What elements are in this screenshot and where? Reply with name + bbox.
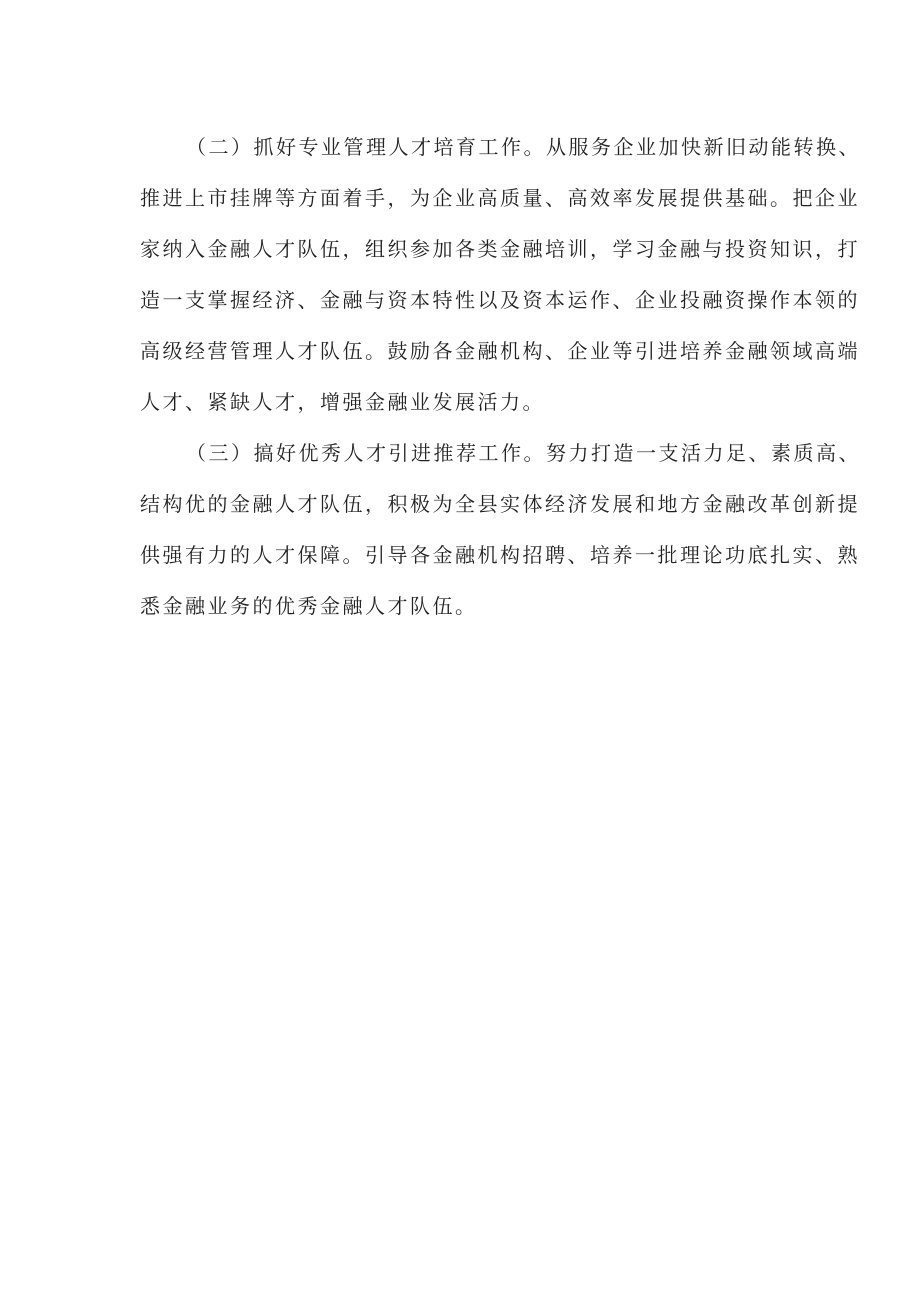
text-line: 结构优的金融人才队伍，积极为全县实体经济发展和地方金融改革创新提: [140, 492, 860, 516]
document-body: [140, 122, 861, 632]
text-line: 悉金融业务的优秀金融人才队伍。: [140, 594, 478, 618]
text-line: 高级经营管理人才队伍。鼓励各金融机构、企业等引进培养金融领域高端: [140, 339, 860, 363]
text-line: 造一支掌握经济、金融与资本特性以及资本运作、企业投融资操作本领的: [140, 288, 860, 312]
text-line: 人才、紧缺人才，增强金融业发展活力。: [140, 390, 545, 414]
text-line: 供强有力的人才保障。引导各金融机构招聘、培养一批理论功底扎实、熟: [140, 543, 860, 567]
text-line: 家纳入金融人才队伍，组织参加各类金融培训，学习金融与投资知识，打: [140, 237, 860, 261]
paragraph-3: [140, 428, 861, 632]
text-line: （二）抓好专业管理人才培育工作。从服务企业加快新旧动能转换、: [186, 135, 861, 159]
text-line: 推进上市挂牌等方面着手，为企业高质量、高效率发展提供基础。把企业: [140, 186, 860, 210]
text-line: （三）搞好优秀人才引进推荐工作。努力打造一支活力足、素质高、: [186, 441, 861, 465]
paragraph-2: [140, 122, 861, 428]
